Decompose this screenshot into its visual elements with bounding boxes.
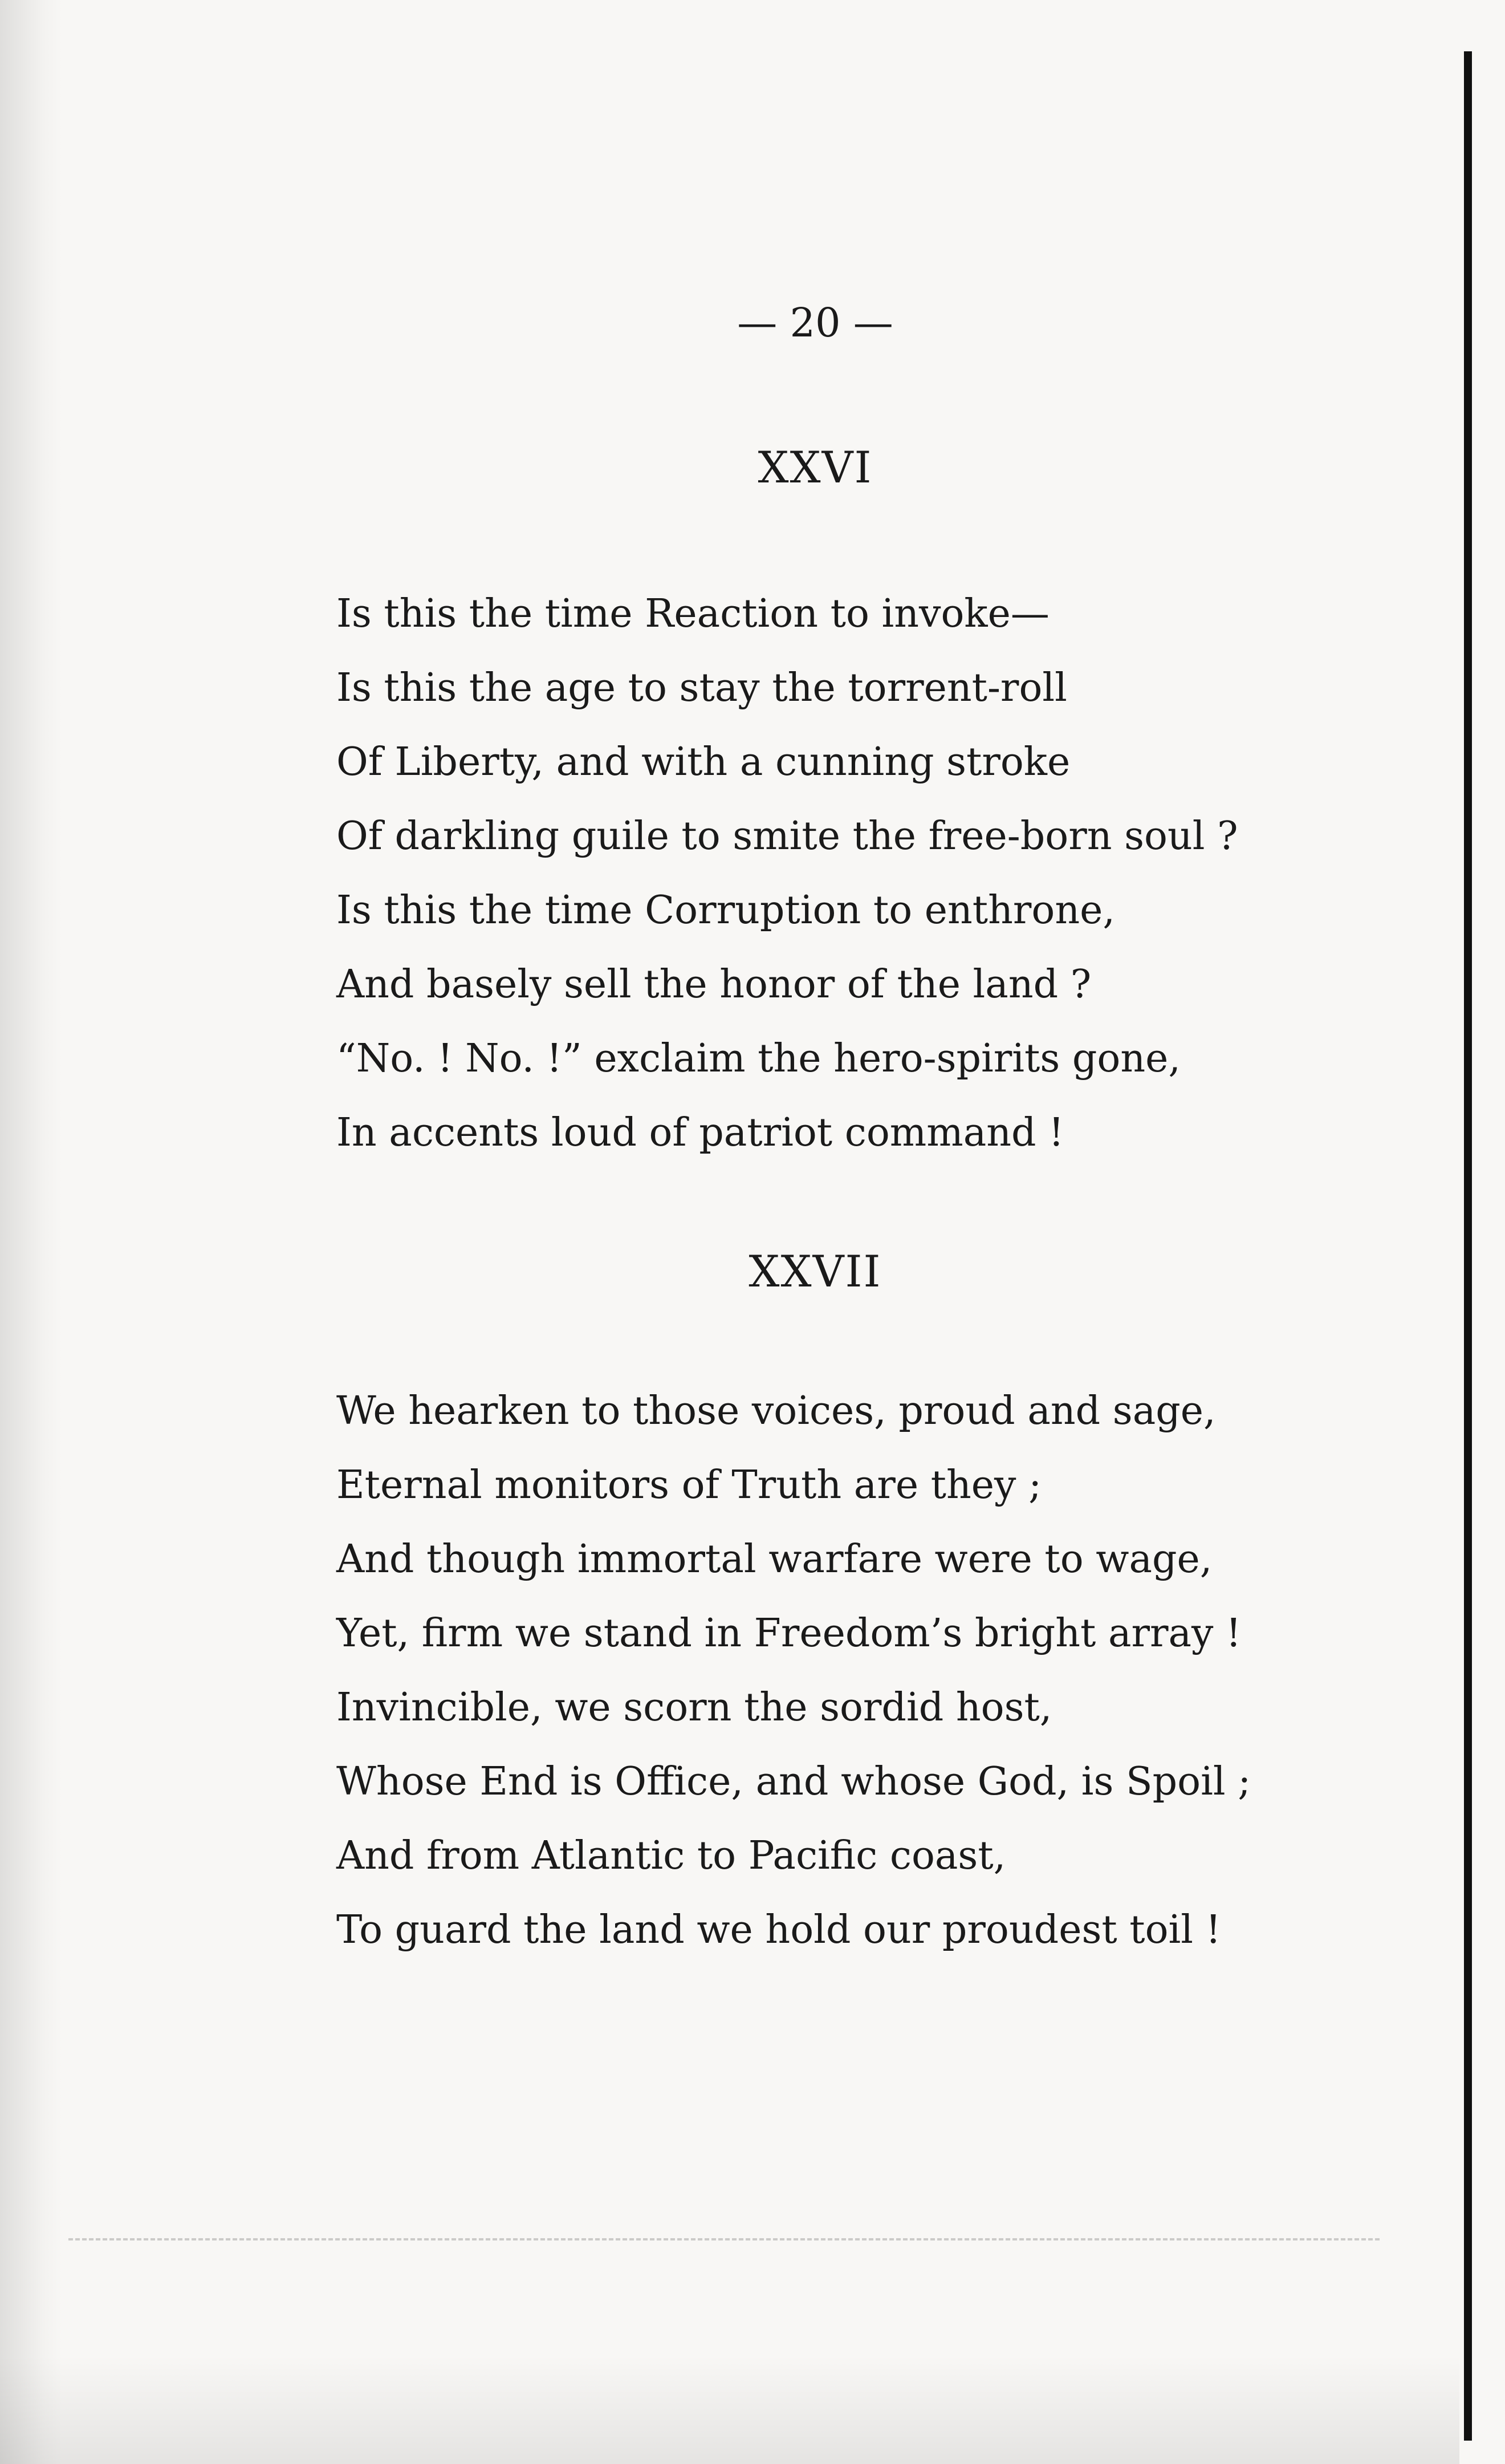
page-number: — 20 —: [737, 299, 893, 346]
verse-line: Is this the time Reaction to invoke—: [336, 591, 1050, 636]
stanza-xxvii: [336, 1374, 1305, 1967]
verse-line: “No. ! No. !” exclaim the hero-spirits gone,: [336, 1036, 1181, 1081]
page-right-border: [1464, 51, 1472, 2441]
bottom-dotted-rule: [68, 2238, 1380, 2240]
verse-line: And basely sell the honor of the land ?: [336, 962, 1092, 1007]
verse-line: Of darkling guile to smite the free-born soul ?: [336, 814, 1238, 859]
stanza-heading-xxvi: XXVI: [758, 442, 873, 493]
verse-line: Of Liberty, and with a cunning stroke: [336, 740, 1071, 785]
verse-line: Whose End is Office, and whose God, is Spoil ;: [336, 1759, 1251, 1804]
stanza-xxvi: [336, 577, 1305, 1170]
page-bottom-edge-shadow: [0, 2355, 1459, 2464]
verse-line: To guard the land we hold our proudest toil !: [336, 1907, 1221, 1952]
verse-line: And from Atlantic to Pacific coast,: [336, 1833, 1006, 1878]
stanza-heading-xxvii: XXVII: [749, 1246, 882, 1297]
verse-line: Is this the time Corruption to enthrone,: [336, 888, 1116, 933]
verse-line: Is this the age to stay the torrent-roll: [336, 665, 1067, 711]
page-left-edge-shadow: [0, 0, 63, 2464]
verse-line: In accents loud of patriot command !: [336, 1110, 1064, 1155]
verse-line: Eternal monitors of Truth are they ;: [336, 1463, 1042, 1508]
verse-line: Yet, firm we stand in Freedom’s bright array !: [336, 1611, 1242, 1656]
verse-line: Invincible, we scorn the sordid host,: [336, 1685, 1052, 1730]
verse-line: And though immortal warfare were to wage,: [336, 1537, 1213, 1582]
verse-line: We hearken to those voices, proud and sage,: [336, 1389, 1216, 1434]
